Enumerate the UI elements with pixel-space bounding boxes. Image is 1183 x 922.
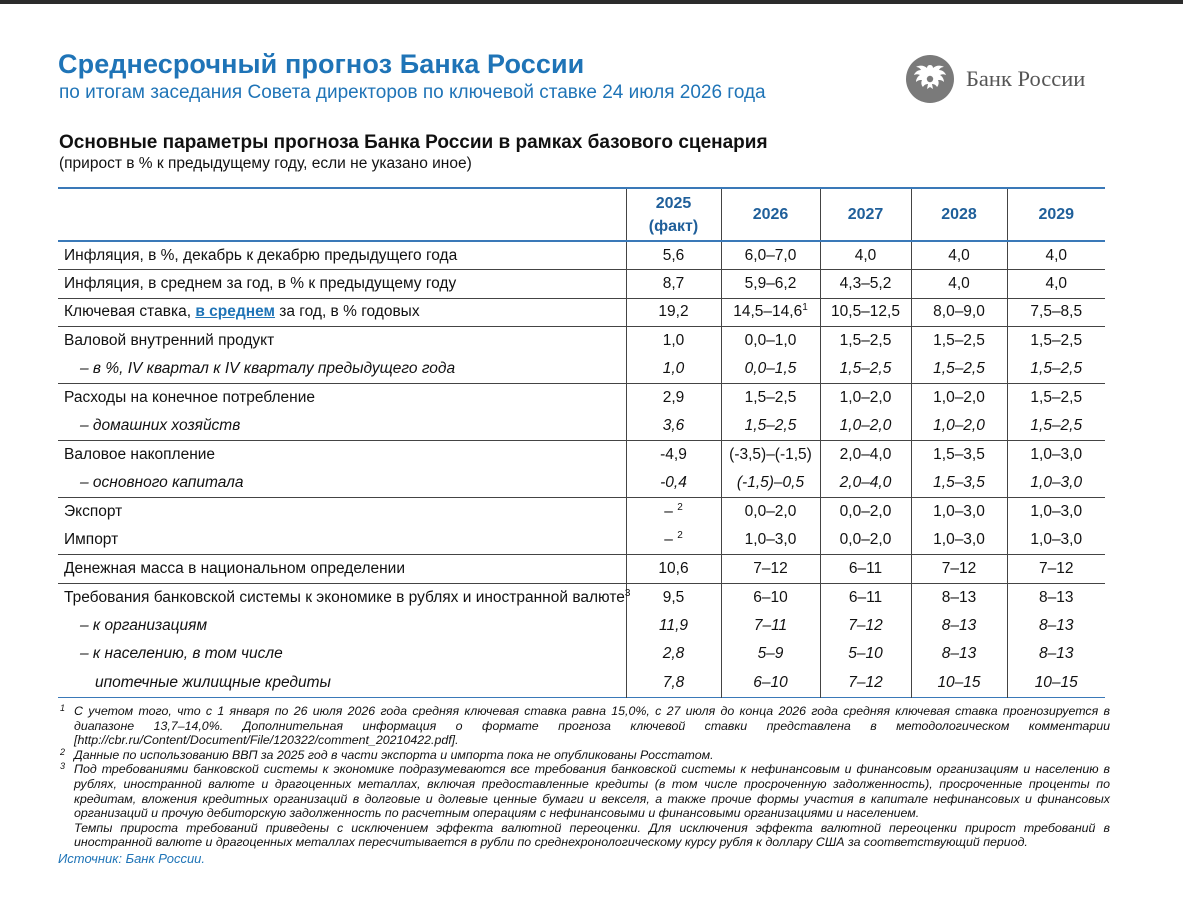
value-2027: 1,5–2,5: [820, 355, 911, 384]
footnote-3-continuation: Темпы прироста требований приведены с исключением эффекта валютной переоценки. Для исключения эффекта валютной переоценки прирост требований в иностранной валюте и драгоценных металлах пересчитывается в рубли по среднехронологическому курсу рубля к доллару США за соответствующий период.: [74, 820, 1110, 850]
value-2026: 6,0–7,0: [721, 241, 820, 270]
row-gross-accumulation: [58, 441, 1105, 470]
value-2025: 10,6: [626, 555, 721, 584]
value-2026: 1,5–2,5: [721, 412, 820, 441]
bank-logo: [905, 54, 1105, 104]
header-2025: 2025 (факт): [626, 188, 721, 241]
footnote-ref: 3: [624, 587, 631, 599]
footnote-ref: 2: [677, 501, 683, 513]
value-2025: 9,5: [626, 583, 721, 612]
row-label: Импорт: [64, 531, 119, 548]
value-2028: 1,5–2,5: [911, 355, 1007, 384]
value-2025: 8,7: [626, 270, 721, 299]
value-2026: 1,0–3,0: [721, 526, 820, 555]
value-2025: 5,6: [626, 241, 721, 270]
value-2027: 0,0–2,0: [820, 498, 911, 527]
value-2027: 2,0–4,0: [820, 441, 911, 470]
value-2029: 1,5–2,5: [1007, 412, 1105, 441]
value-2026: 6–10: [721, 583, 820, 612]
footnote-ref: 1: [802, 302, 808, 314]
value-2028: 10–15: [911, 669, 1007, 698]
value-2029: 4,0: [1007, 241, 1105, 270]
header-2029: 2029: [1007, 188, 1105, 241]
value-2027: 4,0: [820, 241, 911, 270]
value-2027: 1,0–2,0: [820, 412, 911, 441]
value-2025: 3,6: [626, 412, 721, 441]
value-2028: 7–12: [911, 555, 1007, 584]
source-note: Источник: Банк России.: [58, 850, 206, 866]
footnote-3: 3 Под требованиями банковской системы к экономике подразумеваются все требования банковской системы к нефинансовым и финансовым организациям и населению в рублях, иностранной валюте и драгоценных металлах, включая предоставленные кредиты (в том числе просроченную задолженность), просроченные проценты по кредитам, вложения кредитных организаций в долговые и долевые ценные бумаги и векселя, а также прочие формы участия в капитале нефинансовых и финансовых организаций и прочую дебиторскую задолженность по расчетным операциям с нефинансовыми и финансовыми организациями и населением.: [60, 761, 1110, 821]
value-2029: 1,0–3,0: [1007, 441, 1105, 470]
value-2028: 8–13: [911, 640, 1007, 669]
row-inflation-avg: [58, 270, 1105, 299]
row-label: Денежная масса в национальном определении: [64, 559, 405, 577]
value-2026: 0,0–1,0: [721, 327, 820, 356]
row-inflation-dec: [58, 241, 1105, 270]
value-2027: 6–11: [820, 583, 911, 612]
value-2029: 7,5–8,5: [1007, 298, 1105, 327]
value-2026: 1,5–2,5: [721, 384, 820, 413]
value-2028: 1,0–3,0: [911, 498, 1007, 527]
row-bank-claims: [58, 583, 1105, 612]
value-2028: 1,5–3,5: [911, 441, 1007, 470]
header-2028: 2028: [911, 188, 1007, 241]
value-2028: 8–13: [911, 583, 1007, 612]
value-2026: 0,0–1,5: [721, 355, 820, 384]
value-2029: 1,5–2,5: [1007, 355, 1105, 384]
logo-text: Банк России: [966, 66, 1086, 91]
value-2025: 11,9: [626, 612, 721, 641]
value-2026: 5–9: [721, 640, 820, 669]
row-label: Инфляция, в среднем за год, в % к предыдущему году: [64, 274, 457, 292]
row-label: ипотечные жилищные кредиты: [95, 673, 331, 691]
footnote-2: 2 Данные по использованию ВВП за 2025 год в части экспорта и импорта пока не опубликованы Росстатом.: [60, 746, 714, 762]
value-2025: 2,8: [626, 640, 721, 669]
value-2029: 1,0–3,0: [1007, 498, 1105, 527]
value-2028: 8–13: [911, 612, 1007, 641]
value-2029: 10–15: [1007, 669, 1105, 698]
table-note: (прирост в % к предыдущему году, если не указано иное): [59, 155, 472, 172]
value-2028: 1,5–2,5: [911, 327, 1007, 356]
header-2026: 2026: [721, 188, 820, 241]
value-2027: 7–12: [820, 612, 911, 641]
row-key-rate: [58, 298, 1105, 327]
row-label: Валовой внутренний продукт: [64, 332, 275, 349]
top-border: [0, 0, 1183, 4]
value-2025: 7,8: [626, 669, 721, 698]
value-2025: 1,0: [626, 355, 721, 384]
row-label: – основного капитала: [80, 474, 244, 491]
average-link[interactable]: в среднем: [195, 303, 275, 321]
footnotes: [58, 704, 1110, 867]
value-2027: 0,0–2,0: [820, 526, 911, 555]
row-gdp: [58, 327, 1105, 356]
value-2028: 1,0–2,0: [911, 412, 1007, 441]
row-label: Валовое накопление: [64, 446, 216, 463]
row-money-supply: [58, 555, 1105, 584]
row-label: – в %, IV квартал к IV кварталу предыдущего года: [80, 360, 456, 377]
value-2029: 1,0–3,0: [1007, 526, 1105, 555]
value-2026: 7–11: [721, 612, 820, 641]
value-2026: 6–10: [721, 669, 820, 698]
page-title: Среднесрочный прогноз Банка России: [58, 49, 585, 79]
table-header-row: [58, 188, 1105, 241]
row-label: Расходы на конечное потребление: [64, 389, 315, 406]
value-2026: 7–12: [721, 555, 820, 584]
value-2026: 5,9–6,2: [721, 270, 820, 299]
value-2028: 1,0–2,0: [911, 384, 1007, 413]
row-label: – к организациям: [80, 616, 208, 634]
value-2027: 6–11: [820, 555, 911, 584]
value-2029: 8–13: [1007, 612, 1105, 641]
value-2027: 1,0–2,0: [820, 384, 911, 413]
row-fixed-capital: [58, 469, 1105, 498]
footnote-ref: 2: [677, 529, 683, 541]
value-2029: 8–13: [1007, 640, 1105, 669]
value-2028: 4,0: [911, 241, 1007, 270]
value-2027: 4,3–5,2: [820, 270, 911, 299]
value-2025: 2,9: [626, 384, 721, 413]
row-label: Инфляция, в %, декабрь к декабрю предыдущего года: [64, 246, 458, 264]
table-title: Основные параметры прогноза Банка России в рамках базового сценария: [59, 132, 768, 153]
value-2029: 4,0: [1007, 270, 1105, 299]
value-2026: 14,5–14,6$^1$: [721, 298, 820, 327]
row-export: [58, 498, 1105, 527]
row-label: – домашних хозяйств: [80, 417, 241, 434]
row-claims-population: [58, 640, 1105, 669]
value-2029: 7–12: [1007, 555, 1105, 584]
value-2025: -0,4: [626, 469, 721, 498]
row-gdp-q4: [58, 355, 1105, 384]
value-2028: 1,5–3,5: [911, 469, 1007, 498]
value-2028: 1,0–3,0: [911, 526, 1007, 555]
value-2027: 2,0–4,0: [820, 469, 911, 498]
value-2025: 19,2: [626, 298, 721, 327]
value-2029: 1,0–3,0: [1007, 469, 1105, 498]
row-label: Ключевая ставка, в среднем за год, в % годовых: [64, 303, 420, 321]
row-label: Требования банковской системы к экономике в рублях и иностранной валюте$^3$: [64, 587, 631, 606]
value-2025: – $^2$: [626, 526, 721, 555]
value-2029: 1,5–2,5: [1007, 327, 1105, 356]
header-label-cell: [58, 188, 626, 241]
row-households: [58, 412, 1105, 441]
eagle-emblem-icon: [905, 54, 955, 104]
forecast-table: [58, 187, 1105, 698]
header-2027: 2027: [820, 188, 911, 241]
row-consumption: [58, 384, 1105, 413]
value-2027: 10,5–12,5: [820, 298, 911, 327]
value-2028: 8,0–9,0: [911, 298, 1007, 327]
value-2027: 5–10: [820, 640, 911, 669]
row-claims-organizations: [58, 612, 1105, 641]
value-2026: (-3,5)–(-1,5): [721, 441, 820, 470]
value-2028: 4,0: [911, 270, 1007, 299]
value-2025: 1,0: [626, 327, 721, 356]
row-label: Экспорт: [64, 503, 123, 520]
value-2027: 1,5–2,5: [820, 327, 911, 356]
value-2029: 8–13: [1007, 583, 1105, 612]
value-2025: – $^2$: [626, 498, 721, 527]
row-import: [58, 526, 1105, 555]
page-subtitle: по итогам заседания Совета директоров по ключевой ставке 24 июля 2026 года: [59, 82, 766, 103]
value-2025: -4,9: [626, 441, 721, 470]
value-2027: 7–12: [820, 669, 911, 698]
value-2029: 1,5–2,5: [1007, 384, 1105, 413]
row-mortgage: [58, 669, 1105, 698]
value-2026: 0,0–2,0: [721, 498, 820, 527]
footnote-1: 1 С учетом того, что с 1 января по 26 июля 2026 года средняя ключевая ставка равна 15,0%, с 27 июля до конца 2026 года средняя ключевая ставка прогнозируется в диапазоне 13,7–14,0%. Дополнительная информация о формате прогноза ключевой ставки представлена в методологическом комментарии [http://cbr.ru/Content/Document/File/120322/comment_20210422.pdf].: [60, 703, 1110, 748]
value-2026: (-1,5)–0,5: [721, 469, 820, 498]
row-label: – к населению, в том числе: [80, 645, 283, 663]
